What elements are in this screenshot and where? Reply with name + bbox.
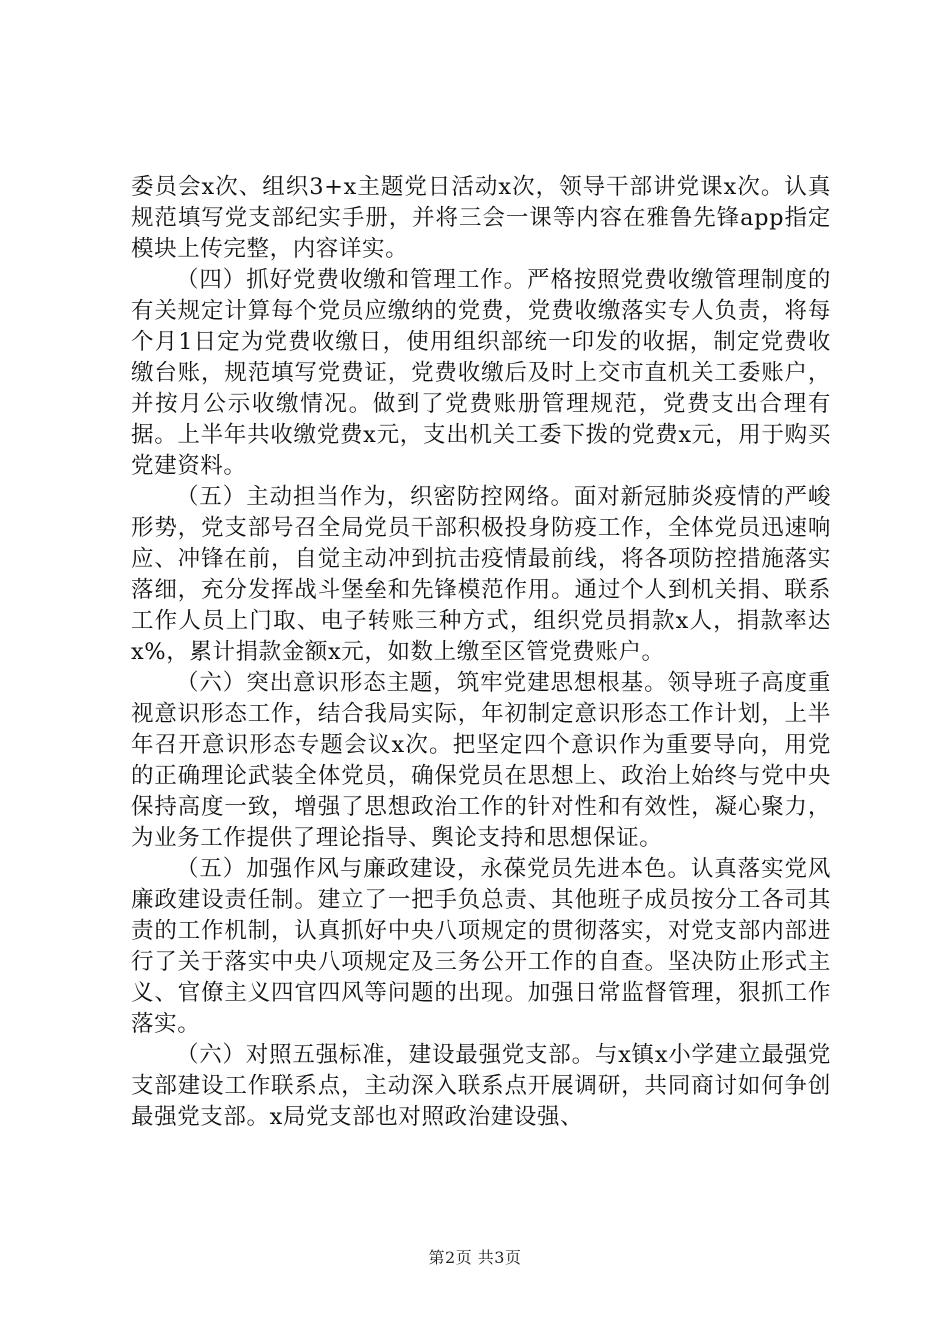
paragraph-epidemic-control: （五）主动担当作为，织密防控网络。面对新冠肺炎疫情的严峻形势，党支部号召全局党员干部积极投身防疫工作，全体党员迅速响应、冲锋在前，自觉主动冲到抗击疫情最前线，将各项防控措施落实落细，充分发挥战斗堡垒和先锋模范作用。通过个人到机关捐、联系工作人员上门取、电子转账三种方式，组织党员捐款x人，捐款率达x%，累计捐款金额x元，如数上缴至区管党费账户。 xyxy=(131,484,831,665)
paragraph-continuation: 委员会x次、组织3+x主题党日活动x次，领导干部讲党课x次。认真规范填写党支部纪实手册，并将三会一课等内容在雅鲁先锋app指定模块上传完整，内容详实。 xyxy=(131,174,831,262)
page-number-footer: 第2页 共3页 xyxy=(428,1248,522,1267)
paragraph-strongest-branch: （六）对照五强标准，建设最强党支部。与x镇x小学建立最强党支部建设工作联系点，主动深入联系点开展调研，共同商讨如何争创最强党支部。x局党支部也对照政治建设强、 xyxy=(131,1042,831,1130)
paragraph-integrity: （五）加强作风与廉政建设，永葆党员先进本色。认真落实党风廉政建设责任制。建立了一把手负总责、其他班子成员按分工各司其责的工作机制，认真抓好中央八项规定的贯彻落实，对党支部内部进行了关于落实中央八项规定及三务公开工作的自查。坚决防止形式主义、官僚主义四官四风等问题的出现。加强日常监督管理，狠抓工作落实。 xyxy=(131,856,831,1037)
paragraph-party-dues: （四）抓好党费收缴和管理工作。严格按照党费收缴管理制度的有关规定计算每个党员应缴纳的党费，党费收缴落实专人负责，将每个月1日定为党费收缴日，使用组织部统一印发的收据，制定党费收缴台账，规范填写党费证，党费收缴后及时上交市直机关工委账户，并按月公示收缴情况。做到了党费账册管理规范，党费支出合理有据。上半年共收缴党费x元，支出机关工委下拨的党费x元，用于购买党建资料。 xyxy=(131,267,831,479)
paragraph-ideology: （六）突出意识形态主题，筑牢党建思想根基。领导班子高度重视意识形态工作，结合我局实际，年初制定意识形态工作计划，上半年召开意识形态专题会议x次。把坚定四个意识作为重要导向，用党的正确理论武装全体党员，确保党员在思想上、政治上始终与党中央保持高度一致，增强了思想政治工作的针对性和有效性，凝心聚力，为业务工作提供了理论指导、舆论支持和思想保证。 xyxy=(131,670,831,851)
document-body xyxy=(131,172,831,1133)
